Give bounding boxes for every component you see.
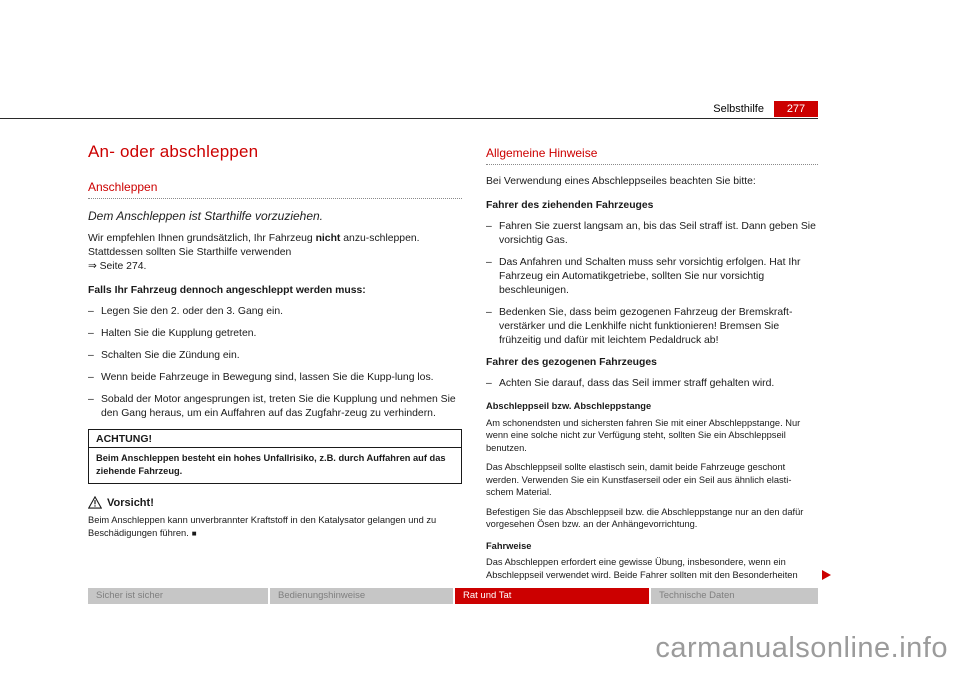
left-column — [88, 142, 462, 540]
intro-bold-word: nicht — [315, 233, 341, 244]
list-item — [88, 349, 462, 363]
dash-marker: – — [88, 306, 94, 317]
dash-marker: – — [88, 350, 94, 361]
watermark-text: carmanualsonline.info — [655, 632, 948, 664]
warning-triangle-icon — [88, 496, 102, 509]
page-reference: ⇒ Seite 274. — [88, 261, 147, 272]
right-intro: Bei Verwendung eines Abschleppseiles beachten Sie bitte: — [486, 176, 756, 187]
right-column — [486, 146, 818, 588]
list-item — [88, 305, 462, 319]
caution-heading — [88, 496, 462, 509]
list-item — [486, 256, 818, 298]
dash-marker: – — [88, 328, 94, 339]
list-item-text: Schalten Sie die Zündung ein. — [101, 350, 240, 361]
section-end-icon: ■ — [191, 528, 197, 538]
note-heading-abschleppseil: Abschleppseil bzw. Abschleppstange — [486, 401, 652, 411]
subheading-gezogenes-fahrzeug: Fahrer des gezogenen Fahrzeuges — [486, 357, 657, 368]
chapter-label: Selbsthilfe — [713, 103, 764, 115]
list-item — [88, 371, 462, 385]
list-item — [486, 377, 818, 391]
list-item — [88, 393, 462, 421]
warning-title: ACHTUNG! — [89, 430, 461, 448]
footer-tab-sicher-ist-sicher: Sicher ist sicher — [88, 588, 268, 604]
list-item — [88, 327, 462, 341]
last-paragraph-wrap — [486, 556, 818, 581]
list-item-text: Sobald der Motor angesprungen ist, treten Sie die Kupplung und nehmen Sie den Gang heraus, um ein Auffahren auf das Zugfahr-zeug zu verhindern. — [101, 394, 456, 419]
note-paragraph: Befestigen Sie das Abschleppseil bzw. die Abschleppstange nur an den dafür vorgesehen Ösen bzw. an der Anhängevorrichtung. — [486, 506, 804, 529]
intro-text: Wir empfehlen Ihnen grundsätzlich, Ihr Fahrzeug — [88, 233, 316, 244]
header-divider — [0, 118, 818, 119]
section-heading-anschleppen: Anschleppen — [88, 180, 462, 199]
caution-title: Vorsicht! — [107, 496, 154, 509]
warning-box — [88, 429, 462, 484]
caution-text-body: Beim Anschleppen kann unverbrannter Kraftstoff in den Katalysator gelangen und zu Beschädigungen führen. — [88, 515, 437, 538]
list-item-text: Bedenken Sie, dass beim gezogenen Fahrzeug der Bremskraft-verstärker und die Lenkhilfe nicht funktionieren! Bremsen Sie frühzeitig und dafür mit leichtem Pedaldruck ab! — [499, 307, 793, 346]
footer-tab-bedienungshinweise: Bedienungshinweise — [270, 588, 453, 604]
dash-marker: – — [486, 307, 492, 318]
list-item-text: Fahren Sie zuerst langsam an, bis das Seil straff ist. Dann geben Sie vorsichtig Gas. — [499, 221, 816, 246]
list-item-text: Halten Sie die Kupplung getreten. — [101, 328, 257, 339]
continuation-arrow-icon — [822, 570, 831, 580]
warning-text: Beim Anschleppen besteht ein hohes Unfallrisiko, z.B. durch Auffahren auf das ziehende Fahrzeug. — [96, 453, 446, 476]
dash-marker: – — [486, 378, 492, 389]
section-heading-allgemeine-hinweise: Allgemeine Hinweise — [486, 146, 818, 165]
list-item-text: Wenn beide Fahrzeuge in Bewegung sind, lassen Sie die Kupp-lung los. — [101, 372, 434, 383]
lead-sentence: Dem Anschleppen ist Starthilfe vorzuziehen. — [88, 209, 324, 223]
list-item — [486, 306, 818, 348]
note-paragraph: Am schonendsten und sichersten fahren Sie mit einer Abschleppstange. Nur wenn eine solche nicht zur Verfügung steht, sollten Sie ein Abschleppseil benutzen. — [486, 417, 801, 453]
subheading-ziehendes-fahrzeug: Fahrer des ziehenden Fahrzeuges — [486, 200, 654, 211]
footer-tab-technische-daten: Technische Daten — [651, 588, 818, 604]
list-item — [486, 220, 818, 248]
page-title: An- oder abschleppen — [88, 142, 259, 161]
caution-text — [88, 514, 462, 540]
note-heading-fahrweise: Fahrweise — [486, 540, 532, 551]
page-header — [0, 101, 818, 119]
steps-heading: Falls Ihr Fahrzeug dennoch angeschleppt werden muss: — [88, 285, 366, 296]
note-paragraph: Das Abschleppseil sollte elastisch sein, damit beide Fahrzeuge geschont werden. Verwenden Sie ein Kunstfaserseil oder ein Seil aus ähnlich elasti-schem Material. — [486, 462, 792, 497]
dash-marker: – — [88, 372, 94, 383]
note-paragraph: Das Abschleppen erfordert eine gewisse Übung, insbesondere, wenn ein Abschleppseil verwendet wird. Beide Fahrer sollten mit den Besonderheiten — [486, 557, 798, 580]
dash-marker: – — [88, 394, 94, 405]
list-item-text: Achten Sie darauf, dass das Seil immer straff gehalten wird. — [499, 378, 775, 389]
list-item-text: Das Anfahren und Schalten muss sehr vorsichtig erfolgen. Hat Ihr Fahrzeug ein Automatikgetriebe, sollten Sie nur vorsichtig beschleunigen. — [499, 257, 801, 296]
list-item-text: Legen Sie den 2. oder den 3. Gang ein. — [101, 306, 283, 317]
dash-marker: – — [486, 221, 492, 232]
page-number-badge: 277 — [774, 101, 818, 117]
dash-marker: – — [486, 257, 492, 268]
intro-text-continued: anzu-schleppen. Stattdessen sollten Sie Starthilfe verwenden — [88, 233, 420, 258]
footer-tab-rat-und-tat: Rat und Tat — [455, 588, 649, 604]
intro-paragraph — [88, 232, 462, 274]
